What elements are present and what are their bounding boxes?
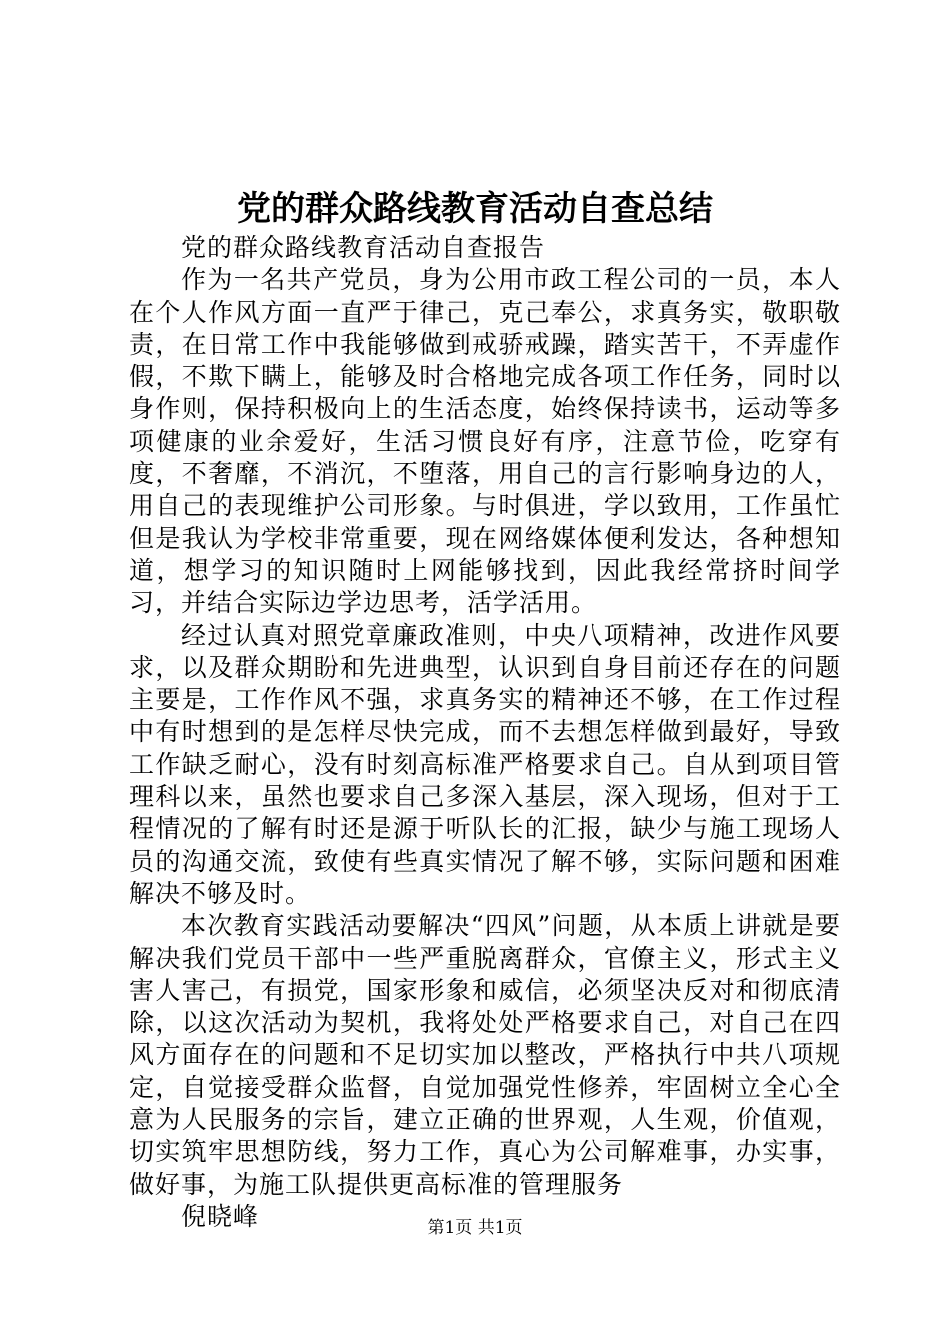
document-body [129,232,841,1233]
author-signature: 倪晓峰 [181,1201,260,1231]
page-number-footer: 第1页 共1页 [427,1218,523,1238]
document-title: 党的群众路线教育活动自查总结 [237,189,713,229]
report-subtitle: 党的群众路线教育活动自查报告 [181,233,546,262]
body-paragraph-1: 作为一名共产党员，身为公用市政工程公司的一员，本人在个人作风方面一直严于律己，克己奉公，求真务实，敬职敬责，在日常工作中我能够做到戒骄戒躁，踏实苦干，不弄虚作假，不欺下瞒上，能够及时合格地完成各项工作任务，同时以身作则，保持积极向上的生活态度，始终保持读书，运动等多项健康的业余爱好，生活习惯良好有序，注意节俭，吃穿有度，不奢靡，不消沉，不堕落，用自己的言行影响身边的人，用自己的表现维护公司形象。与时俱进，学以致用，工作虽忙但是我认为学校非常重要，现在网络媒体便利发达，各种想知道，想学习的知识随时上网能够找到，因此我经常挤时间学习，并结合实际边学边思考，活学活用。 [129,265,841,618]
body-paragraph-2: 经过认真对照党章廉政准则，中央八项精神，改进作风要求，以及群众期盼和先进典型，认识到自身目前还存在的问题主要是，工作作风不强，求真务实的精神还不够，在工作过程中有时想到的是怎样尽快完成，而不去想怎样做到最好，导致工作缺乏耐心，没有时刻高标准严格要求自己。自从到项目管理科以来，虽然也要求自己多深入基层，深入现场，但对于工程情况的了解有时还是源于听队长的汇报，缺少与施工现场人员的沟通交流，致使有些真实情况了解不够，实际问题和困难解决不够及时。 [129,620,841,908]
body-paragraph-3: 本次教育实践活动要解决“四风”问题，从本质上讲就是要解决我们党员干部中一些严重脱离群众，官僚主义，形式主义害人害己，有损党，国家形象和威信，必须坚决反对和彻底清除，以这次活动为契机，我将处处严格要求自己，对自己在四风方面存在的问题和不足切实加以整改，严格执行中共八项规定，自觉接受群众监督，自觉加强党性修养，牢固树立全心全意为人民服务的宗旨，建立正确的世界观，人生观，价值观，切实筑牢思想防线，努力工作，真心为公司解难事，办实事，做好事，为施工队提供更高标准的管理服务 [129,911,841,1199]
